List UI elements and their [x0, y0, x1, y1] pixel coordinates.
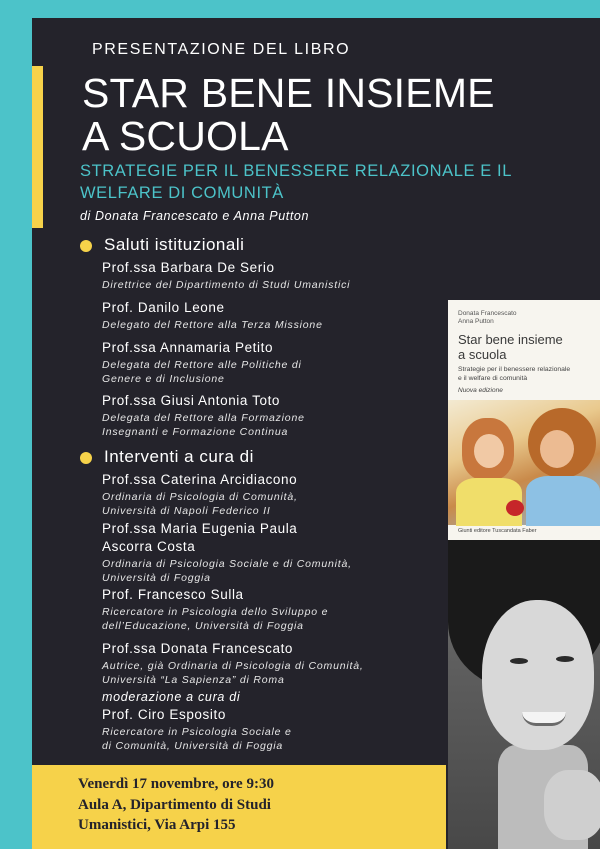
speaker-name: Prof. Ciro Esposito — [102, 707, 226, 722]
children-photo — [448, 400, 600, 525]
child-face — [540, 430, 574, 468]
event-info-box — [32, 765, 446, 849]
speaker-role: Direttrice del Dipartimento di Studi Umanistici — [102, 279, 351, 291]
speaker-name: Ascorra Costa — [102, 539, 196, 554]
child-face — [474, 434, 504, 468]
speaker-name: Prof.ssa Caterina Arcidiacono — [102, 472, 298, 487]
apple-icon — [506, 500, 524, 516]
portrait-eye — [510, 658, 528, 664]
book-cover-title-line: Star bene insieme — [458, 332, 563, 347]
speaker-name: Prof.ssa Annamaria Petito — [102, 340, 274, 355]
book-cover-subtitle-line: e il welfare di comunità — [458, 374, 528, 382]
book-subtitle-line: WELFARE DI COMUNITÀ — [80, 184, 284, 202]
book-cover-subtitle-line: Strategie per il benessere relazionale — [458, 366, 571, 373]
speaker-role: Ordinaria di Psicologia di Comunità, — [102, 491, 298, 503]
book-cover-author: Anna Putton — [458, 318, 494, 325]
speaker-role: Delegata del Rettore alle Politiche di — [102, 359, 302, 371]
speaker-role: Università di Foggia — [102, 572, 211, 584]
book-title-line: STAR BENE INSIEME — [82, 70, 495, 116]
moderator — [102, 706, 432, 753]
accent-bar — [32, 66, 43, 228]
portrait-hand — [544, 770, 600, 840]
speaker-role: Autrice, già Ordinaria di Psicologia di Comunità, — [102, 660, 364, 672]
speaker-greeting — [102, 299, 432, 332]
book-title-line: A SCUOLA — [82, 113, 289, 159]
speaker-talk — [102, 640, 432, 687]
book-cover-edition: Nuova edizione — [458, 387, 503, 394]
speaker-role: Ricercatore in Psicologia dello Sviluppo e — [102, 606, 329, 618]
talks-heading: Interventi a cura di — [104, 447, 254, 466]
moderation-label: moderazione a cura di — [102, 690, 241, 704]
greetings-heading: Saluti istituzionali — [104, 235, 245, 254]
speaker-role: Genere e di Inclusione — [102, 373, 225, 385]
speaker-role: Università di Napoli Federico II — [102, 505, 271, 517]
speaker-role: Università “La Sapienza” di Roma — [102, 674, 285, 686]
speaker-role: Ricercatore in Psicologia Sociale e — [102, 726, 292, 738]
book-cover-title — [458, 332, 598, 362]
book-subtitle — [80, 160, 580, 204]
portrait-face — [482, 600, 594, 750]
speaker-greeting — [102, 339, 432, 386]
speaker-name: Prof. Danilo Leone — [102, 300, 225, 315]
child-shirt — [526, 476, 600, 526]
author-portrait-photo — [448, 540, 600, 849]
event-location: Aula A, Dipartimento di Studi — [78, 796, 271, 813]
speaker-role: Ordinaria di Psicologia Sociale e di Comunità, — [102, 558, 352, 570]
pretitle: PRESENTAZIONE DEL LIBRO — [92, 41, 351, 58]
book-cover-authors — [458, 310, 517, 326]
speaker-name: Prof.ssa Donata Francescato — [102, 641, 294, 656]
book-cover-author: Donata Francescato — [458, 310, 517, 317]
speaker-talk — [102, 520, 432, 585]
book-authors: di Donata Francescato e Anna Putton — [80, 209, 310, 223]
speaker-talk — [102, 586, 432, 633]
event-address: Umanistici, Via Arpi 155 — [78, 817, 236, 833]
portrait-eye — [556, 656, 574, 662]
bullet-icon — [80, 452, 92, 464]
speaker-talk — [102, 471, 432, 518]
speaker-name: Prof.ssa Barbara De Serio — [102, 260, 275, 275]
book-cover-image — [448, 300, 600, 540]
speaker-role: Insegnanti e Formazione Continua — [102, 426, 289, 438]
speaker-role: Delegato del Rettore alla Terza Missione — [102, 319, 323, 331]
speaker-name: Prof. Francesco Sulla — [102, 587, 244, 602]
book-cover-subtitle — [458, 366, 598, 383]
speaker-greeting — [102, 392, 432, 439]
event-date: Venerdì 17 novembre, ore 9:30 — [78, 776, 274, 792]
speaker-role: dell’Educazione, Università di Foggia — [102, 620, 304, 632]
book-cover-publisher: Giunti editore Tuscandata Faber — [458, 528, 537, 534]
speaker-name: Prof.ssa Giusi Antonia Toto — [102, 393, 281, 408]
book-title — [82, 72, 495, 158]
book-cover-title-line: a scuola — [458, 347, 507, 362]
speaker-greeting — [102, 259, 432, 292]
speaker-role: di Comunità, Università di Foggia — [102, 740, 284, 752]
bullet-icon — [80, 240, 92, 252]
book-subtitle-line: STRATEGIE PER IL BENESSERE RELAZIONALE E IL — [80, 162, 513, 180]
speaker-role: Delegata del Rettore alla Formazione — [102, 412, 305, 424]
speaker-name: Prof.ssa Maria Eugenia Paula — [102, 521, 298, 536]
